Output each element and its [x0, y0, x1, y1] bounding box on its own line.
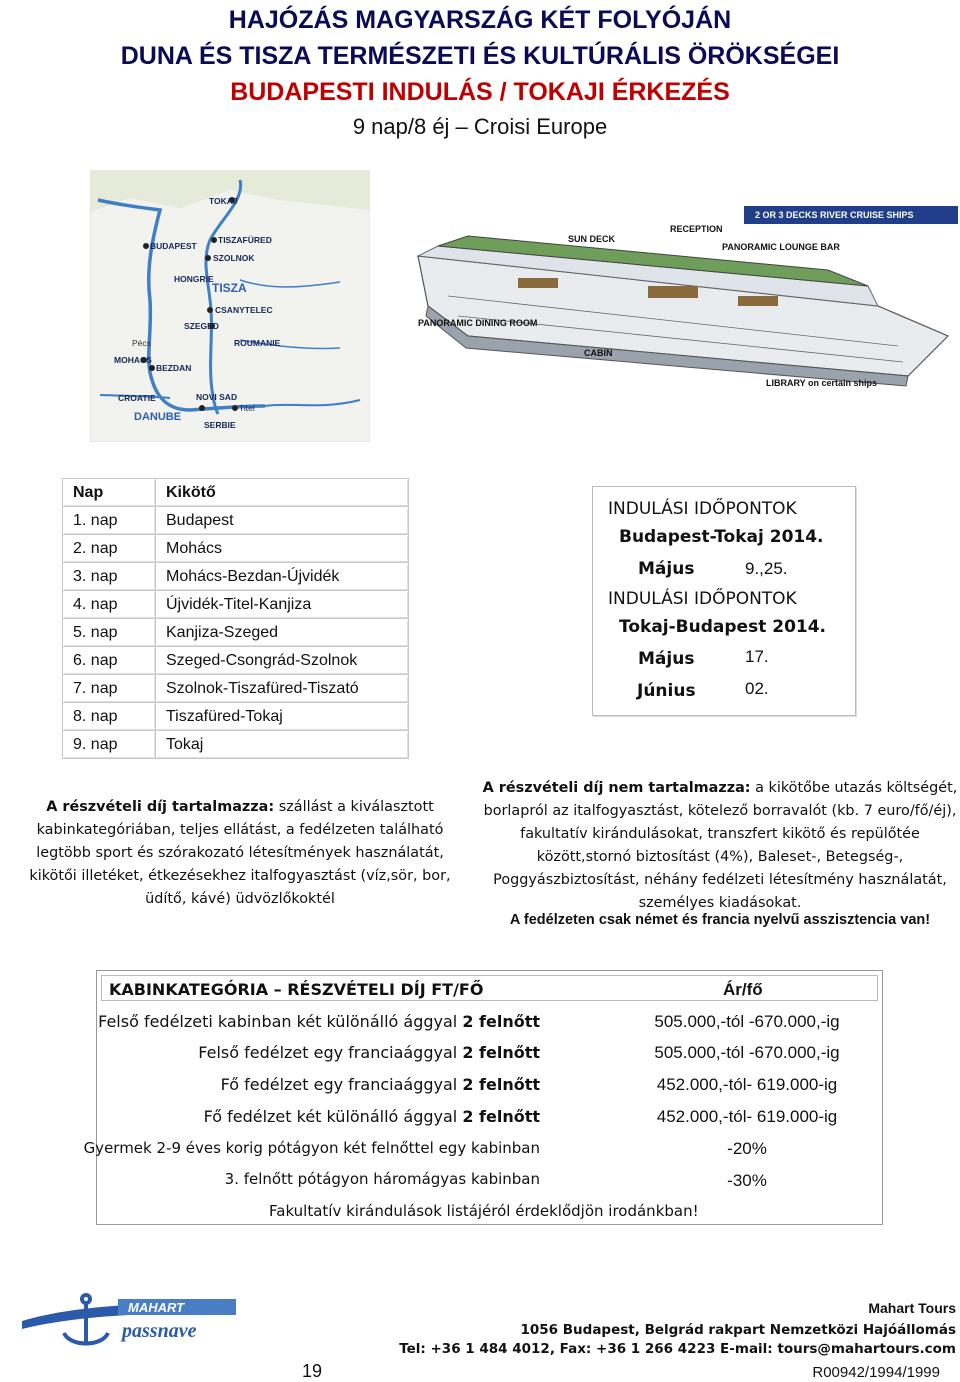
- ship-label: CABIN: [584, 348, 613, 358]
- map-label: Titel: [239, 403, 255, 413]
- price-header-category: KABINKATEGÓRIA – RÉSZVÉTELI DÍJ FT/FŐ: [109, 980, 484, 999]
- departures-heading-2: INDULÁSI IDŐPONTOK: [608, 589, 797, 609]
- route-map: [90, 170, 370, 442]
- route-map-graphic: [90, 170, 370, 442]
- price-row-label: [98, 1012, 540, 1031]
- price-value: -20%: [727, 1139, 767, 1158]
- price-row-label: [221, 1075, 540, 1094]
- day-cell: 9. nap: [63, 731, 156, 759]
- company-address: 1056 Budapest, Belgrád rakpart Nemzetközi Hajóállomás: [520, 1322, 956, 1338]
- excursions-note: Fakultatív kirándulások listájéról érdeklődjön irodánkban!: [269, 1202, 699, 1220]
- day-cell: 7. nap: [63, 675, 156, 703]
- map-label: CSANYTELEC: [215, 305, 273, 315]
- table-header-row: [63, 479, 409, 507]
- day-cell: 2. nap: [63, 535, 156, 563]
- port-cell: Kanjiza-Szeged: [156, 619, 409, 647]
- ship-label: 2 OR 3 DECKS RIVER CRUISE SHIPS: [755, 210, 914, 220]
- company-contact: Tel: +36 1 484 4012, Fax: +36 1 266 4223 E-mail: tours@mahartours.com: [399, 1341, 956, 1357]
- company-name: Mahart Tours: [868, 1300, 956, 1316]
- ship-label: PANORAMIC DINING ROOM: [418, 318, 538, 328]
- month-2: Május: [638, 649, 695, 669]
- ship-label: RECEPTION: [670, 224, 723, 234]
- third-adult-desc: 3. felnőtt pótágyon háromágyas kabinban: [224, 1170, 540, 1188]
- port-cell: Tiszafüred-Tokaj: [156, 703, 409, 731]
- title-line-4: 9 nap/8 éj – Croisi Europe: [352, 114, 608, 139]
- ship-label: LIBRARY on certain ships: [766, 378, 878, 388]
- price-row-label: [84, 1139, 540, 1157]
- table-row: [63, 675, 409, 703]
- port-cell: Tokaj: [156, 731, 409, 759]
- excludes-text: a kikötőbe utazás költségét, borlapról az italfogyasztást, kötelező borravalót (kb. 7 euro/fő/éj), fakultatív kirándulásokat, transzfert kikötő és repülőtée között,stornó biztosítást (4%), Baleset-, Betegség-, Poggyászbiztosítást, néhány fedélzeti létesítmény használatát, személyes kiadásokat.: [483, 780, 958, 911]
- itinerary-table: [62, 478, 409, 759]
- day-cell: 4. nap: [63, 591, 156, 619]
- occupancy: 2 felnőtt: [462, 1043, 540, 1062]
- day-cell: 6. nap: [63, 647, 156, 675]
- map-label: BUDAPEST: [150, 241, 197, 251]
- includes-label: A részvételi díj tartalmazza:: [46, 799, 275, 815]
- table-row: [63, 563, 409, 591]
- child-discount-desc: Gyermek 2-9 éves korig pótágyon két felnőttel egy kabinban: [83, 1139, 540, 1157]
- price-value: -30%: [727, 1171, 767, 1190]
- price-value: 452.000,-tól- 619.000-ig: [656, 1107, 838, 1126]
- month-1: Május: [638, 559, 695, 579]
- days-2: 17.: [745, 647, 769, 666]
- title-line-3: BUDAPESTI INDULÁS / TOKAJI ÉRKEZÉS: [230, 78, 730, 106]
- table-row: [63, 591, 409, 619]
- ship-graphic: [408, 186, 960, 410]
- price-value: 505.000,-tól -670.000,-ig: [654, 1043, 840, 1062]
- license-number: R00942/1994/1999: [812, 1364, 940, 1381]
- excludes-label: A részvételi díj nem tartalmazza:: [482, 780, 751, 796]
- cabin-desc: Fő fedélzet két különálló ággyal: [203, 1107, 458, 1126]
- logo-passnave: passnave: [122, 1320, 197, 1342]
- header-nap: Nap: [63, 479, 156, 507]
- ship-illustration: [408, 186, 960, 410]
- table-row: [63, 535, 409, 563]
- map-label: TISZA: [212, 281, 247, 295]
- cabin-desc: Felső fedélzet egy franciaággyal: [198, 1043, 458, 1062]
- departure-dates-box: [592, 486, 856, 716]
- map-label: SZEGED: [184, 321, 219, 331]
- language-note: A fedélzeten csak német és francia nyelvű asszisztencia van!: [509, 912, 931, 928]
- table-row: [63, 619, 409, 647]
- day-cell: 5. nap: [63, 619, 156, 647]
- day-cell: 3. nap: [63, 563, 156, 591]
- route-1: Budapest-Tokaj 2014.: [619, 527, 824, 547]
- occupancy: 2 felnőtt: [462, 1012, 540, 1031]
- price-row-label: [198, 1043, 540, 1062]
- price-row-label: [225, 1170, 540, 1188]
- map-label: BEZDAN: [156, 363, 192, 373]
- departures-heading-1: INDULÁSI IDŐPONTOK: [608, 499, 797, 519]
- header-kikoto: Kikötő: [156, 479, 409, 507]
- map-label: Pécs: [132, 338, 151, 348]
- occupancy: 2 felnőtt: [462, 1075, 540, 1094]
- price-row-label: [204, 1107, 540, 1126]
- price-includes: [18, 796, 462, 911]
- map-label: SERBIE: [204, 420, 236, 430]
- anchor-icon: [22, 1291, 238, 1353]
- map-label: ROUMANIE: [234, 338, 281, 348]
- ship-label: SUN DECK: [568, 234, 616, 244]
- month-3: Június: [637, 681, 696, 701]
- logo-mahart: MAHART: [128, 1300, 185, 1315]
- table-row: [63, 703, 409, 731]
- map-label: TISZAFÜRED: [218, 235, 272, 245]
- page-number: 19: [302, 1361, 323, 1381]
- port-cell: Szolnok-Tiszafüred-Tiszató: [156, 675, 409, 703]
- ship-label: PANORAMIC LOUNGE BAR: [722, 242, 840, 252]
- route-2: Tokaj-Budapest 2014.: [619, 617, 827, 637]
- port-cell: Mohács-Bezdan-Újvidék: [156, 563, 409, 591]
- day-cell: 8. nap: [63, 703, 156, 731]
- day-cell: 1. nap: [63, 507, 156, 535]
- port-cell: Szeged-Csongrád-Szolnok: [156, 647, 409, 675]
- map-label: CROATIE: [118, 393, 156, 403]
- map-label: SZOLNOK: [213, 253, 255, 263]
- table-row: [63, 507, 409, 535]
- title-line-1: HAJÓZÁS MAGYARSZÁG KÉT FOLYÓJÁN: [228, 6, 732, 34]
- cabin-desc: Felső fedélzeti kabinban két különálló ággyal: [98, 1012, 458, 1031]
- price-table: [83, 970, 883, 1225]
- map-label: MOHACS: [114, 355, 152, 365]
- port-cell: Budapest: [156, 507, 409, 535]
- map-label: HONGRIE: [174, 274, 214, 284]
- map-label: DANUBE: [134, 411, 182, 423]
- cabin-desc: Fő fedélzet egy franciaággyal: [220, 1075, 458, 1094]
- price-excludes: [478, 777, 960, 915]
- days-3: 02.: [745, 679, 769, 698]
- port-cell: Újvidék-Titel-Kanjiza: [156, 591, 409, 619]
- port-cell: Mohács: [156, 535, 409, 563]
- map-label: TOKAJ: [209, 196, 238, 206]
- map-label: NOVI SAD: [196, 392, 238, 402]
- price-header-amount: Ár/fő: [723, 980, 763, 999]
- price-value: 452.000,-tól- 619.000-ig: [656, 1075, 838, 1094]
- table-row: [63, 731, 409, 759]
- occupancy: 2 felnőtt: [462, 1107, 540, 1126]
- includes-text: szállást a kiválasztott kabinkategóriában, teljes ellátást, a fedélzeten található legtöbb sport és szórakozató létesítmények használatát, kikötői illetéket, étkezésekhez italfogyasztást (víz,sör, bor, üdítő, kávé) üdvözlőkoktél: [29, 799, 451, 907]
- mahart-logo: [22, 1291, 238, 1353]
- title-line-2: DUNA ÉS TISZA TERMÉSZETI ÉS KULTÚRÁLIS ÖRÖKSÉGEI: [120, 42, 840, 70]
- price-value: 505.000,-tól -670.000,-ig: [654, 1012, 840, 1031]
- table-row: [63, 647, 409, 675]
- days-1: 9.,25.: [745, 559, 788, 578]
